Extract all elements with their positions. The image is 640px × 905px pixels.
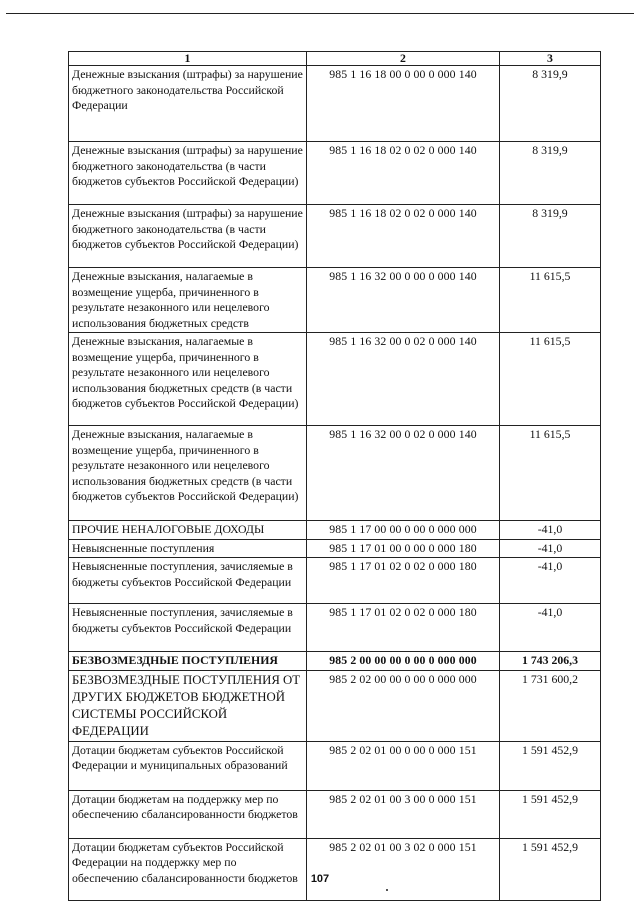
row-amount: 8 319,9 (500, 66, 601, 142)
row-name: Денежные взыскания, налагаемые в возмещение ущерба, причиненного в результате незаконного или нецелевого использования бюджетных средств (в части бюджетов субъектов Российской Федерации) (69, 333, 307, 426)
table-row (69, 670, 601, 741)
row-name: Денежные взыскания (штрафы) за нарушение бюджетного законодательства (в части бюджетов субъектов Российской Федерации) (69, 205, 307, 268)
row-name: БЕЗВОЗМЕЗДНЫЕ ПОСТУПЛЕНИЯ ОТ ДРУГИХ БЮДЖЕТОВ БЮДЖЕТНОЙ СИСТЕМЫ РОССИЙСКОЙ ФЕДЕРАЦИИ (69, 670, 307, 741)
row-name: Невыясненные поступления (69, 539, 307, 558)
row-code: 985 1 16 32 00 0 02 0 000 140 (307, 333, 500, 426)
row-name: Невыясненные поступления, зачисляемые в бюджеты субъектов Российской Федерации (69, 604, 307, 652)
row-code: 985 1 17 00 00 0 00 0 000 000 (307, 521, 500, 540)
row-code: 985 1 17 01 02 0 02 0 000 180 (307, 604, 500, 652)
row-amount: -41,0 (500, 521, 601, 540)
table-row (69, 539, 601, 558)
row-code: 985 2 02 01 00 3 02 0 000 151 (307, 838, 500, 900)
page-number: 107 (310, 873, 330, 885)
row-amount: 11 615,5 (500, 268, 601, 333)
table-row (69, 604, 601, 652)
row-name: Невыясненные поступления, зачисляемые в бюджеты субъектов Российской Федерации (69, 558, 307, 604)
table-row (69, 66, 601, 142)
table-row (69, 333, 601, 426)
row-name: Дотации бюджетам субъектов Российской Федерации на поддержку мер по обеспечению сбалансированности бюджетов (69, 838, 307, 900)
row-code: 985 2 02 00 00 0 00 0 000 000 (307, 670, 500, 741)
table-row (69, 790, 601, 838)
row-amount: 1 591 452,9 (500, 790, 601, 838)
row-name: БЕЗВОЗМЕЗДНЫЕ ПОСТУПЛЕНИЯ (69, 652, 307, 671)
row-code: 985 1 16 18 02 0 02 0 000 140 (307, 205, 500, 268)
row-name: ПРОЧИЕ НЕНАЛОГОВЫЕ ДОХОДЫ (69, 521, 307, 540)
row-code: 985 2 02 01 00 0 00 0 000 151 (307, 741, 500, 790)
row-name: Денежные взыскания, налагаемые в возмещение ущерба, причиненного в результате незаконного или нецелевого использования бюджетных средств (69, 268, 307, 333)
row-code: 985 1 17 01 02 0 02 0 000 180 (307, 558, 500, 604)
table-row (69, 205, 601, 268)
row-code: 985 2 00 00 00 0 00 0 000 000 (307, 652, 500, 671)
table-row-total (69, 652, 601, 671)
row-code: 985 1 16 18 00 0 00 0 000 140 (307, 66, 500, 142)
row-amount: -41,0 (500, 604, 601, 652)
table-row (69, 268, 601, 333)
column-number-row (69, 52, 601, 66)
table-row (69, 142, 601, 205)
row-amount: 1 591 452,9 (500, 838, 601, 900)
row-amount: 11 615,5 (500, 426, 601, 521)
row-code: 985 1 16 18 02 0 02 0 000 140 (307, 142, 500, 205)
scan-speck (386, 889, 388, 891)
table-row (69, 741, 601, 790)
column-number-3: 3 (500, 52, 601, 66)
row-amount: 1 743 206,3 (500, 652, 601, 671)
row-amount: 8 319,9 (500, 205, 601, 268)
row-code: 985 1 16 32 00 0 02 0 000 140 (307, 426, 500, 521)
row-name: Дотации бюджетам субъектов Российской Федерации и муниципальных образований (69, 741, 307, 790)
table-row (69, 558, 601, 604)
row-amount: -41,0 (500, 558, 601, 604)
row-name: Дотации бюджетам на поддержку мер по обеспечению сбалансированности бюджетов (69, 790, 307, 838)
row-amount: 8 319,9 (500, 142, 601, 205)
column-number-1: 1 (69, 52, 307, 66)
row-code: 985 2 02 01 00 3 00 0 000 151 (307, 790, 500, 838)
row-amount: -41,0 (500, 539, 601, 558)
row-code: 985 1 17 01 00 0 00 0 000 180 (307, 539, 500, 558)
revenue-table (68, 51, 601, 901)
top-rule (6, 13, 634, 14)
row-amount: 11 615,5 (500, 333, 601, 426)
row-code: 985 1 16 32 00 0 00 0 000 140 (307, 268, 500, 333)
row-amount: 1 731 600,2 (500, 670, 601, 741)
table-row (69, 521, 601, 540)
row-name: Денежные взыскания (штрафы) за нарушение бюджетного законодательства Российской Федерации (69, 66, 307, 142)
row-name: Денежные взыскания, налагаемые в возмещение ущерба, причиненного в результате незаконного или нецелевого использования бюджетных средств (в части бюджетов субъектов Российской Федерации) (69, 426, 307, 521)
row-amount: 1 591 452,9 (500, 741, 601, 790)
table-row (69, 426, 601, 521)
column-number-2: 2 (307, 52, 500, 66)
table-row (69, 838, 601, 900)
row-name: Денежные взыскания (штрафы) за нарушение бюджетного законодательства (в части бюджетов субъектов Российской Федерации) (69, 142, 307, 205)
